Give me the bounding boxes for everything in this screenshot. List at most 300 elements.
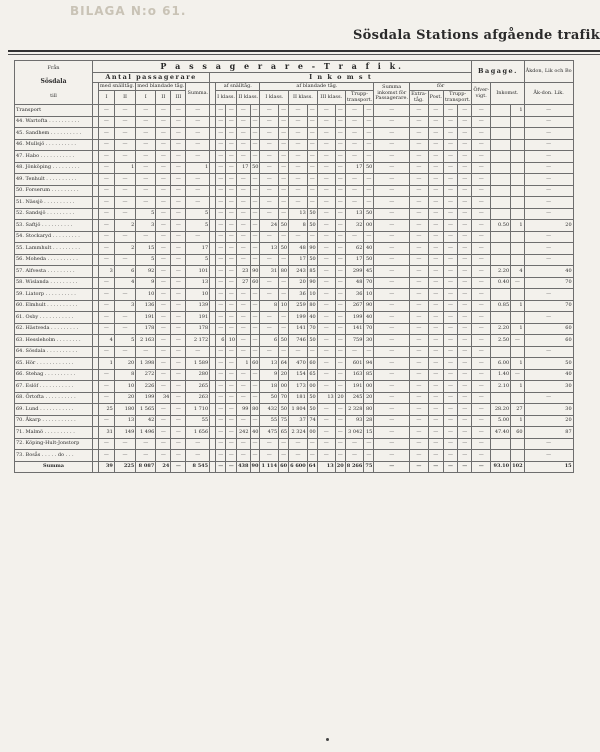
table-cell: 70: [279, 392, 289, 404]
table-cell: —: [250, 438, 260, 450]
table-cell: —: [226, 197, 237, 209]
table-cell: [491, 254, 511, 266]
table-cell: —: [458, 174, 472, 186]
table-cell: —: [171, 254, 186, 266]
table-cell: 74: [307, 415, 317, 427]
table-cell: —: [428, 139, 443, 151]
table-cell: —: [374, 312, 410, 324]
table-cell: —: [524, 392, 573, 404]
table-cell: —: [226, 415, 237, 427]
table-cell: 5: [186, 254, 210, 266]
table-cell: —: [335, 174, 345, 186]
table-cell: —: [260, 254, 279, 266]
table-cell: —: [443, 438, 457, 450]
table-cell: —: [156, 197, 171, 209]
table-cell: 40: [307, 312, 317, 324]
col-inc-snall-II: II klass.: [237, 91, 260, 105]
table-cell: —: [114, 105, 135, 117]
table-cell: 50: [307, 254, 317, 266]
table-cell: 50: [279, 335, 289, 347]
table-cell: 75: [279, 415, 289, 427]
table-cell: —: [307, 105, 317, 117]
table-cell: —: [364, 450, 374, 462]
table-cell: —: [289, 450, 308, 462]
table-cell: —: [458, 427, 472, 439]
table-cell: —: [428, 151, 443, 163]
table-cell: —: [260, 185, 279, 197]
table-cell: —: [428, 427, 443, 439]
table-cell: —: [216, 116, 226, 128]
table-cell: 60: [524, 335, 573, 347]
table-cell: —: [374, 415, 410, 427]
table-cell: —: [260, 139, 279, 151]
table-cell: —: [458, 289, 472, 301]
table-cell: —: [443, 300, 457, 312]
table-cell: —: [279, 450, 289, 462]
table-cell: —: [156, 208, 171, 220]
table-cell: —: [156, 185, 171, 197]
table-cell: —: [237, 300, 250, 312]
table-cell: 10: [114, 381, 135, 393]
table-cell: —: [458, 105, 472, 117]
table-cell: —: [279, 346, 289, 358]
table-cell: [491, 105, 511, 117]
table-cell: —: [226, 277, 237, 289]
table-cell: —: [472, 105, 491, 117]
table-cell: —: [171, 105, 186, 117]
table-cell: 178: [136, 323, 156, 335]
table-cell: —: [364, 185, 374, 197]
table-cell: —: [410, 128, 429, 140]
table-cell: —: [171, 197, 186, 209]
table-cell: 245: [345, 392, 364, 404]
table-cell: —: [410, 415, 429, 427]
table-cell: 3 042: [345, 427, 364, 439]
table-cell: 6: [260, 335, 279, 347]
table-cell: —: [289, 139, 308, 151]
table-cell: 50: [279, 220, 289, 232]
col-extra-tag: Extra-tåg.: [411, 91, 427, 103]
table-cell: [491, 151, 511, 163]
table-cell: —: [317, 105, 335, 117]
table-cell: 40: [364, 243, 374, 255]
table-cell: —: [374, 162, 410, 174]
table-cell: 1 710: [186, 404, 210, 416]
table-cell: —: [156, 300, 171, 312]
table-cell: —: [472, 185, 491, 197]
table-cell: —: [374, 243, 410, 255]
table-cell: —: [410, 220, 429, 232]
table-cell: 5: [136, 254, 156, 266]
table-cell: 60: [250, 277, 260, 289]
station-name: 57. Alfvesta . . . . . . . . .: [15, 266, 93, 278]
station-name: 54. Stockaryd . . . . . . . . .: [15, 231, 93, 243]
table-cell: —: [99, 220, 115, 232]
table-cell: —: [410, 312, 429, 324]
table-cell: —: [289, 116, 308, 128]
table-cell: —: [317, 243, 335, 255]
table-cell: [491, 128, 511, 140]
table-cell: —: [410, 197, 429, 209]
table-cell: 45: [364, 266, 374, 278]
table-cell: —: [171, 381, 186, 393]
table-cell: —: [156, 289, 171, 301]
table-cell: —: [335, 254, 345, 266]
table-cell: —: [156, 220, 171, 232]
table-cell: —: [335, 266, 345, 278]
table-cell: 62: [345, 243, 364, 255]
table-cell: 40: [524, 266, 573, 278]
table-cell: —: [335, 116, 345, 128]
table-cell: —: [410, 450, 429, 462]
table-cell: —: [156, 369, 171, 381]
table-cell: —: [317, 174, 335, 186]
table-cell: 65: [279, 427, 289, 439]
table-cell: 1 496: [136, 427, 156, 439]
table-cell: —: [260, 277, 279, 289]
table-cell: [511, 346, 524, 358]
table-cell: —: [136, 450, 156, 462]
table-cell: —: [156, 105, 171, 117]
table-cell: —: [472, 404, 491, 416]
table-cell: —: [250, 208, 260, 220]
table-cell: —: [250, 300, 260, 312]
table-cell: —: [171, 450, 186, 462]
table-cell: —: [186, 151, 210, 163]
table-cell: —: [279, 174, 289, 186]
table-cell: —: [114, 254, 135, 266]
table-cell: —: [136, 151, 156, 163]
table-cell: —: [237, 312, 250, 324]
table-cell: 438: [237, 461, 250, 473]
table-cell: —: [114, 139, 135, 151]
table-cell: —: [237, 197, 250, 209]
station-name: 49. Tenhult . . . . . . . . . .: [15, 174, 93, 186]
station-name: 69. Lund . . . . . . . . . . .: [15, 404, 93, 416]
table-cell: —: [524, 254, 573, 266]
table-cell: —: [307, 174, 317, 186]
table-cell: 243: [289, 266, 308, 278]
table-cell: —: [289, 438, 308, 450]
bagage-header: Bagage.: [472, 61, 524, 83]
table-cell: —: [335, 185, 345, 197]
table-cell: —: [317, 438, 335, 450]
table-cell: [511, 128, 524, 140]
table-cell: —: [374, 392, 410, 404]
table-cell: —: [279, 185, 289, 197]
table-cell: 40: [524, 369, 573, 381]
top-rule-thin: [8, 54, 600, 55]
table-cell: —: [410, 151, 429, 163]
table-cell: —: [428, 254, 443, 266]
table-cell: —: [171, 392, 186, 404]
table-cell: [491, 392, 511, 404]
table-cell: 90: [250, 461, 260, 473]
table-cell: [491, 139, 511, 151]
table-cell: —: [443, 254, 457, 266]
table-row: [15, 197, 574, 209]
table-cell: 141: [345, 323, 364, 335]
table-cell: —: [317, 369, 335, 381]
station-name: 58. Wislanda . . . . . . . . .: [15, 277, 93, 289]
table-cell: —: [186, 128, 210, 140]
table-cell: —: [374, 254, 410, 266]
table-cell: 50: [307, 392, 317, 404]
table-cell: —: [443, 450, 457, 462]
table-cell: 85: [364, 369, 374, 381]
table-cell: —: [260, 289, 279, 301]
table-cell: —: [216, 392, 226, 404]
table-cell: —: [374, 139, 410, 151]
table-cell: 17: [345, 254, 364, 266]
table-cell: —: [99, 105, 115, 117]
table-cell: 272: [136, 369, 156, 381]
table-cell: —: [472, 392, 491, 404]
table-cell: —: [226, 438, 237, 450]
af-blandade-header: af blandade tåg.: [260, 82, 374, 91]
table-cell: 10: [279, 300, 289, 312]
table-cell: —: [250, 450, 260, 462]
table-cell: —: [226, 369, 237, 381]
table-cell: —: [410, 254, 429, 266]
table-cell: 5: [186, 220, 210, 232]
table-cell: —: [156, 381, 171, 393]
station-name: 51. Nässjö . . . . . . . . . .: [15, 197, 93, 209]
table-cell: 3: [114, 300, 135, 312]
table-cell: —: [171, 185, 186, 197]
table-cell: —: [216, 128, 226, 140]
col-inc-bland-II: II klass.: [289, 91, 318, 105]
table-cell: —: [279, 289, 289, 301]
table-cell: —: [171, 415, 186, 427]
table-cell: —: [472, 243, 491, 255]
station-name: 62. Hästveda . . . . . . . . .: [15, 323, 93, 335]
table-cell: —: [458, 300, 472, 312]
table-cell: —: [428, 162, 443, 174]
table-row: [15, 151, 574, 163]
table-cell: —: [171, 438, 186, 450]
table-cell: —: [156, 174, 171, 186]
table-cell: —: [226, 174, 237, 186]
table-cell: 20: [114, 392, 135, 404]
table-cell: —: [410, 404, 429, 416]
table-cell: 17: [186, 243, 210, 255]
table-cell: —: [226, 151, 237, 163]
table-cell: —: [458, 139, 472, 151]
table-cell: —: [216, 404, 226, 416]
table-cell: —: [186, 185, 210, 197]
header-from: Från: [47, 64, 60, 71]
table-cell: —: [524, 162, 573, 174]
table-cell: 759: [345, 335, 364, 347]
table-cell: —: [428, 369, 443, 381]
table-cell: 2.20: [491, 266, 511, 278]
table-row: [15, 174, 574, 186]
table-cell: 2 163: [136, 335, 156, 347]
station-name: 60. Elmhult . . . . . . . . . .: [15, 300, 93, 312]
table-cell: —: [250, 369, 260, 381]
table-cell: —: [156, 151, 171, 163]
table-cell: —: [136, 174, 156, 186]
station-name: 59. Liatorp . . . . . . . . . .: [15, 289, 93, 301]
table-cell: —: [279, 312, 289, 324]
table-cell: —: [410, 392, 429, 404]
table-cell: —: [410, 438, 429, 450]
table-cell: —: [216, 266, 226, 278]
station-name: Summa: [15, 461, 93, 473]
table-cell: —: [335, 197, 345, 209]
table-cell: —: [458, 335, 472, 347]
table-cell: [511, 208, 524, 220]
table-cell: —: [458, 461, 472, 473]
table-cell: 141: [289, 323, 308, 335]
table-cell: —: [171, 404, 186, 416]
table-cell: 17: [237, 162, 250, 174]
table-cell: 20: [279, 369, 289, 381]
table-cell: —: [289, 151, 308, 163]
table-cell: —: [99, 450, 115, 462]
table-row: [15, 220, 574, 232]
table-row: [15, 312, 574, 324]
station-name: 70. Åkarp . . . . . . . . . . .: [15, 415, 93, 427]
table-cell: —: [335, 312, 345, 324]
table-cell: 80: [250, 404, 260, 416]
table-cell: —: [458, 231, 472, 243]
table-cell: —: [374, 427, 410, 439]
table-cell: 92: [136, 266, 156, 278]
table-cell: 8 087: [136, 461, 156, 473]
table-cell: —: [458, 220, 472, 232]
table-row: [15, 346, 574, 358]
table-cell: —: [458, 254, 472, 266]
table-cell: [511, 243, 524, 255]
table-cell: 2 324: [289, 427, 308, 439]
table-cell: [511, 312, 524, 324]
table-cell: —: [428, 438, 443, 450]
table-cell: 99: [237, 404, 250, 416]
table-cell: 17: [345, 162, 364, 174]
table-cell: —: [114, 450, 135, 462]
table-cell: —: [335, 151, 345, 163]
table-cell: —: [472, 277, 491, 289]
table-cell: —: [472, 461, 491, 473]
table-cell: —: [279, 208, 289, 220]
table-cell: —: [443, 220, 457, 232]
table-cell: —: [226, 162, 237, 174]
table-cell: —: [374, 174, 410, 186]
table-cell: —: [114, 128, 135, 140]
table-cell: —: [237, 116, 250, 128]
table-cell: —: [410, 185, 429, 197]
table-cell: —: [458, 116, 472, 128]
table-cell: —: [335, 438, 345, 450]
table-cell: 60: [524, 323, 573, 335]
table-cell: —: [374, 323, 410, 335]
table-cell: —: [186, 231, 210, 243]
table-cell: —: [472, 427, 491, 439]
table-cell: —: [226, 243, 237, 255]
table-cell: —: [136, 128, 156, 140]
table-cell: 31: [99, 427, 115, 439]
table-cell: —: [524, 243, 573, 255]
table-cell: 1 398: [136, 358, 156, 370]
table-cell: —: [374, 277, 410, 289]
table-cell: [491, 312, 511, 324]
col-bland-III: III: [171, 91, 186, 105]
table-cell: —: [226, 289, 237, 301]
table-cell: —: [171, 174, 186, 186]
table-cell: —: [317, 254, 335, 266]
table-cell: 181: [289, 392, 308, 404]
table-cell: —: [345, 116, 364, 128]
table-cell: —: [472, 438, 491, 450]
table-cell: —: [237, 185, 250, 197]
table-cell: —: [458, 346, 472, 358]
table-cell: —: [136, 139, 156, 151]
table-cell: —: [443, 105, 457, 117]
table-cell: —: [260, 323, 279, 335]
table-row: [15, 369, 574, 381]
table-cell: [491, 116, 511, 128]
table-body: [15, 105, 574, 473]
table-cell: —: [374, 381, 410, 393]
table-cell: —: [171, 346, 186, 358]
table-cell: —: [260, 128, 279, 140]
table-cell: —: [335, 220, 345, 232]
table-cell: —: [428, 243, 443, 255]
akdon-sub-header: Åk-don. Lik.: [524, 82, 573, 105]
table-cell: —: [156, 254, 171, 266]
table-cell: —: [335, 404, 345, 416]
table-cell: 20: [114, 358, 135, 370]
table-cell: —: [216, 300, 226, 312]
table-cell: —: [136, 105, 156, 117]
table-cell: —: [260, 438, 279, 450]
table-cell: 6: [216, 335, 226, 347]
table-cell: —: [410, 289, 429, 301]
table-cell: [511, 392, 524, 404]
table-row: [15, 266, 574, 278]
table-cell: —: [443, 404, 457, 416]
table-cell: —: [216, 323, 226, 335]
table-cell: —: [443, 128, 457, 140]
table-cell: —: [279, 438, 289, 450]
table-cell: 1 656: [186, 427, 210, 439]
table-cell: —: [364, 151, 374, 163]
table-cell: 475: [260, 427, 279, 439]
table-cell: 30: [364, 335, 374, 347]
table-cell: 0.85: [491, 300, 511, 312]
table-cell: 2: [114, 220, 135, 232]
table-cell: —: [307, 128, 317, 140]
table-cell: —: [156, 323, 171, 335]
table-cell: —: [374, 266, 410, 278]
table-cell: —: [186, 139, 210, 151]
table-cell: —: [186, 105, 210, 117]
table-cell: —: [171, 116, 186, 128]
table-cell: 3: [136, 220, 156, 232]
table-cell: 8 545: [186, 461, 210, 473]
table-row: [15, 335, 574, 347]
table-cell: —: [171, 358, 186, 370]
table-cell: —: [472, 450, 491, 462]
table-cell: 178: [186, 323, 210, 335]
table-cell: —: [472, 335, 491, 347]
table-cell: 1.40: [491, 369, 511, 381]
table-cell: —: [472, 254, 491, 266]
table-cell: —: [171, 335, 186, 347]
table-cell: —: [458, 438, 472, 450]
